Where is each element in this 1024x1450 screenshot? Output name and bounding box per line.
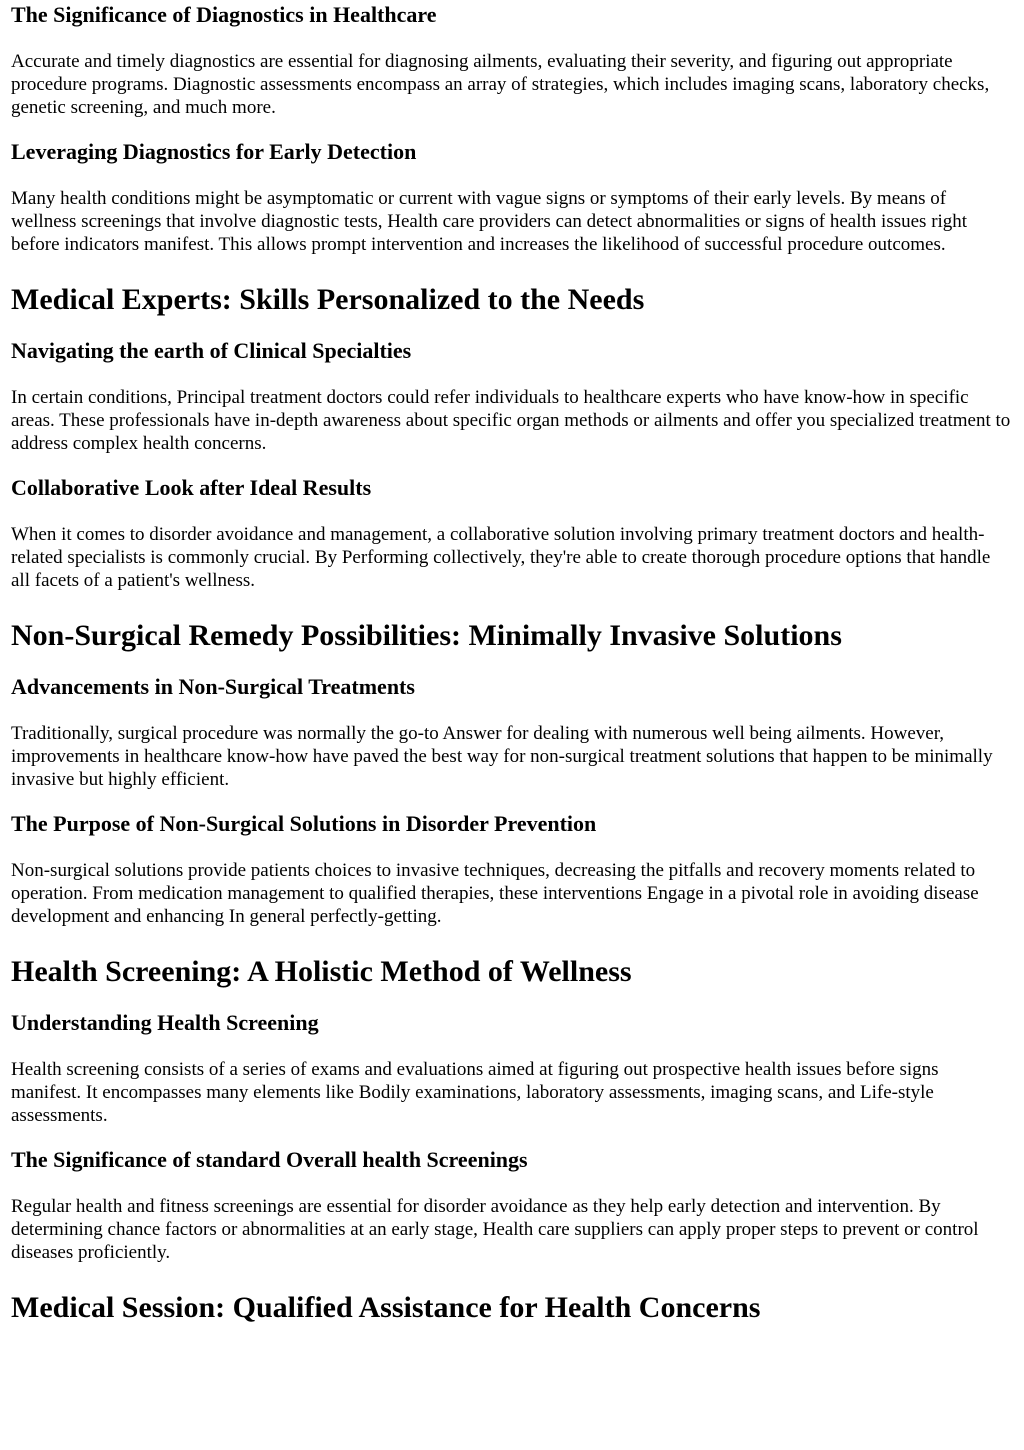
section-heading: Leveraging Diagnostics for Early Detection	[11, 139, 417, 164]
section-heading: The Significance of Diagnostics in Healthcare	[11, 2, 437, 27]
paragraph: When it comes to disorder avoidance and management, a collaborative solution involving primary treatment doctors and health-related specialists is commonly crucial. By Performing collectively, they're able to create thorough procedure options that handle all facets of a patient's wellness.	[11, 524, 991, 591]
paragraph: Health screening consists of a series of exams and evaluations aimed at figuring out prospective health issues before signs manifest. It encompasses many elements like Bodily examinations, laboratory assessments, imaging scans, and Life-style assessments.	[11, 1059, 939, 1126]
paragraph: Many health conditions might be asymptomatic or current with vague signs or symptoms of their early levels. By means of wellness screenings that involve diagnostic tests, Health care providers can detect abnormalities or signs of health issues right before indicators manifest. This allows prompt intervention and increases the likelihood of successful procedure outcomes.	[11, 188, 968, 255]
section-heading: The Purpose of Non-Surgical Solutions in Disorder Prevention	[11, 811, 597, 836]
section-title: Non-Surgical Remedy Possibilities: Minimally Invasive Solutions	[11, 619, 842, 652]
section-heading: Collaborative Look after Ideal Results	[11, 475, 372, 500]
paragraph: Traditionally, surgical procedure was normally the go-to Answer for dealing with numerous well being ailments. However, improvements in healthcare know-how have paved the best way for non-surgical treatment solutions that happen to be minimally invasive but highly efficient.	[11, 723, 993, 790]
paragraph: Accurate and timely diagnostics are essential for diagnosing ailments, evaluating their severity, and figuring out appropriate procedure programs. Diagnostic assessments encompass an array of strategies, which includes imaging scans, laboratory checks, genetic screening, and much more.	[11, 51, 990, 118]
paragraph: Regular health and fitness screenings are essential for disorder avoidance as they help early detection and intervention. By determining chance factors or abnormalities at an early stage, Health care suppliers can apply proper steps to prevent or control diseases proficiently.	[11, 1196, 979, 1263]
section-title: Health Screening: A Holistic Method of Wellness	[11, 955, 632, 988]
article	[0, 2, 1024, 1326]
section-heading: The Significance of standard Overall health Screenings	[11, 1147, 528, 1172]
section-heading: Advancements in Non-Surgical Treatments	[11, 674, 415, 699]
section-title: Medical Experts: Skills Personalized to the Needs	[11, 283, 645, 316]
paragraph: In certain conditions, Principal treatment doctors could refer individuals to healthcare experts who have know-how in specific areas. These professionals have in-depth awareness about specific organ methods or ailments and offer you specialized treatment to address complex health concerns.	[11, 387, 1011, 454]
section-title: Medical Session: Qualified Assistance for Health Concerns	[11, 1291, 761, 1324]
section-heading: Navigating the earth of Clinical Specialties	[11, 338, 412, 363]
paragraph: Non-surgical solutions provide patients choices to invasive techniques, decreasing the pitfalls and recovery moments related to operation. From medication management to qualified therapies, these interventions Engage in a pivotal role in avoiding disease development and enhancing In general perfectly-getting.	[11, 860, 979, 927]
section-heading: Understanding Health Screening	[11, 1010, 319, 1035]
